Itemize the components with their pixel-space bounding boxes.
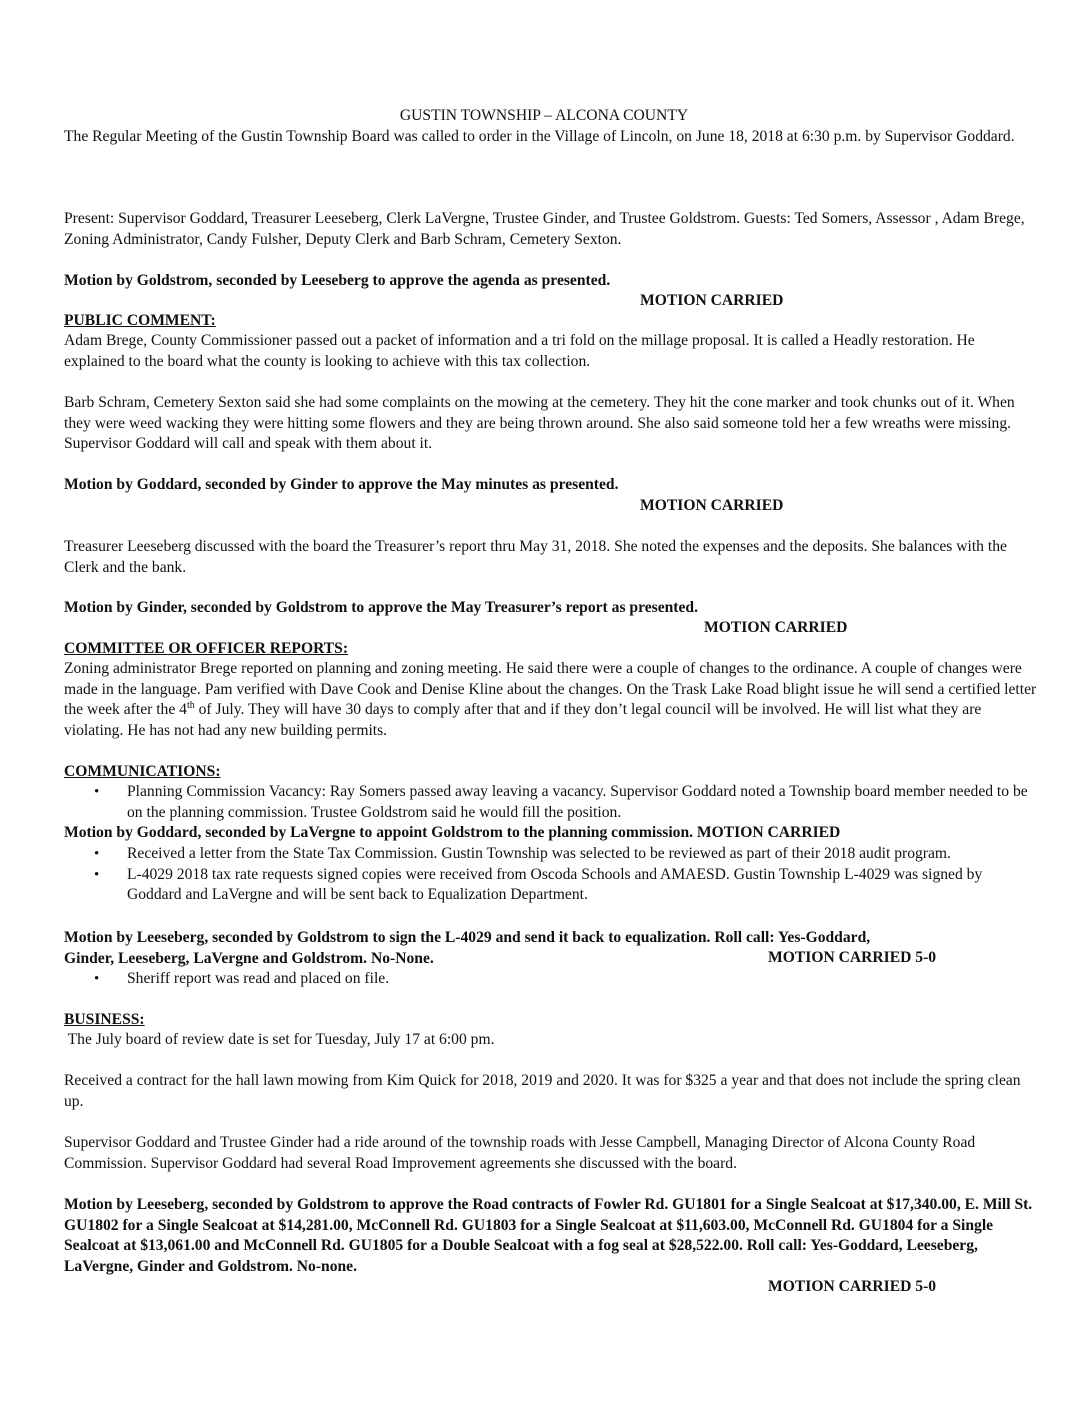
communications-heading: COMMUNICATIONS:: [64, 763, 221, 780]
business-road-ride: Supervisor Goddard and Trustee Ginder had a ride around of the township roads with Jesse Campbell, Managing Director of Alcona County Road Commission. Supervisor Goddard had several Road Improvement agreements she discussed with the board.: [64, 1134, 976, 1172]
committee-paragraph: [64, 659, 1039, 741]
motion-carried-treasurer: MOTION CARRIED: [704, 619, 848, 636]
motion-carried-l4029: MOTION CARRIED 5-0: [768, 949, 937, 966]
treasurer-report-paragraph: Treasurer Leeseberg discussed with the board the Treasurer’s report thru May 31, 2018. She noted the expenses and the deposits. She balances with the Clerk and the bank.: [64, 538, 1007, 576]
communications-list-2: [64, 844, 1039, 906]
motion-carried-agenda: MOTION CARRIED: [640, 292, 784, 309]
communications-list-1: [64, 782, 1039, 823]
public-comment-schram: Barb Schram, Cemetery Sexton said she had some complaints on the mowing at the cemetery. They hit the cone marker and took chunks out of it. When they were weed wacking they were hitting some flowers and they are being thrown around. She also said someone told her a few wreaths were missing. Supervisor Goddard will call and speak with them about it.: [64, 394, 1015, 452]
business-review-date: The July board of review date is set for Tuesday, July 17 at 6:00 pm.: [64, 1031, 495, 1048]
business-heading: BUSINESS:: [64, 1011, 145, 1028]
page-title: GUSTIN TOWNSHIP – ALCONA COUNTY: [399, 107, 689, 124]
attendance-paragraph: Present: Supervisor Goddard, Treasurer Leeseberg, Clerk LaVergne, Trustee Ginder, and Trustee Goldstrom. Guests: Ted Somers, Assessor , Adam Brege, Zoning Administrator, Candy Fulsher, Deputy Clerk and Barb Schram, Cemetery Sexton.: [64, 210, 1025, 248]
intro-paragraph: The Regular Meeting of the Gustin Township Board was called to order in the Village of Lincoln, on June 18, 2018 at 6:30 p.m. by Supervisor Goddard.: [64, 128, 1015, 145]
committee-text-part-2: of July. They will have 30 days to comply after that and if they don’t legal council will be involved. He will list what they are violating. He has not had any new building permits.: [64, 701, 982, 739]
committee-text-part-1: Zoning administrator Brege reported on planning and zoning meeting. He said there were a couple of changes to the ordinance. A couple of changes were made in the language. Pam verified with Dave Cook and Denise Kline about the changes. On the Trask Lake Road blight issue he will send a certified letter the week after the 4: [64, 660, 1037, 718]
committee-heading: COMMITTEE OR OFFICER REPORTS:: [64, 640, 349, 657]
public-comment-brege: Adam Brege, County Commissioner passed out a packet of information and a tri fold on the millage proposal. It is called a Headly restoration. He explained to the board what the county is looking to achieve with this tax collection.: [64, 332, 975, 370]
list-item: • Sheriff report was read and placed on file.: [64, 969, 1039, 990]
motion-minutes: Motion by Goddard, seconded by Ginder to approve the May minutes as presented.: [64, 476, 619, 493]
public-comment-heading: PUBLIC COMMENT:: [64, 312, 216, 329]
business-lawn-contract: Received a contract for the hall lawn mowing from Kim Quick for 2018, 2019 and 2020. It was for $325 a year and that does not include the spring clean up.: [64, 1072, 1021, 1110]
motion-roads: Motion by Leeseberg, seconded by Goldstrom to approve the Road contracts of Fowler Rd. GU1801 for a Single Sealcoat at $17,340.00, E. Mill St. GU1802 for a Single Sealcoat at $14,281.00, McConnell Rd. GU1803 for a Single Sealcoat at $11,603.00, McConnell Rd. GU1804 for a Single Sealcoat at $13,061.00 and McConnell Rd. GU1805 for a Double Sealcoat with a fog seal at $28,522.00. Roll call: Yes-Goddard, Leeseberg, LaVergne, Ginder and Goldstrom. No-none.: [64, 1196, 1033, 1275]
list-item: • L-4029 2018 tax rate requests signed copies were received from Oscoda Schools and AMAESD. Gustin Township L-4029 was signed by Goddard and LaVergne and will be sent back to Equalization Department.: [64, 865, 1039, 906]
motion-agenda: Motion by Goldstrom, seconded by Leeseberg to approve the agenda as presented.: [64, 272, 611, 289]
motion-planning: Motion by Goddard, seconded by LaVergne to appoint Goldstrom to the planning commission. MOTION CARRIED: [64, 824, 841, 841]
list-item: • Planning Commission Vacancy: Ray Somers passed away leaving a vacancy. Supervisor Goddard noted a Township board member needed to be on the planning commission. Trustee Goldstrom said he would fill the position.: [64, 782, 1039, 823]
motion-carried-roads: MOTION CARRIED 5-0: [768, 1278, 937, 1295]
motion-treasurer: Motion by Ginder, seconded by Goldstrom to approve the May Treasurer’s report as presented.: [64, 599, 698, 616]
ordinal-suffix: th: [186, 699, 195, 711]
communications-list-3: [64, 969, 1039, 990]
motion-l4029-line-1: Motion by Leeseberg, seconded by Goldstrom to sign the L-4029 and send it back to equalization. Roll call: Yes-Goddard,: [64, 929, 871, 946]
motion-l4029-line-2: Ginder, Leeseberg, LaVergne and Goldstrom. No-None.: [64, 949, 434, 967]
list-item: • Received a letter from the State Tax Commission. Gustin Township was selected to be reviewed as part of their 2018 audit program.: [64, 844, 1039, 865]
motion-carried-minutes: MOTION CARRIED: [640, 497, 784, 514]
